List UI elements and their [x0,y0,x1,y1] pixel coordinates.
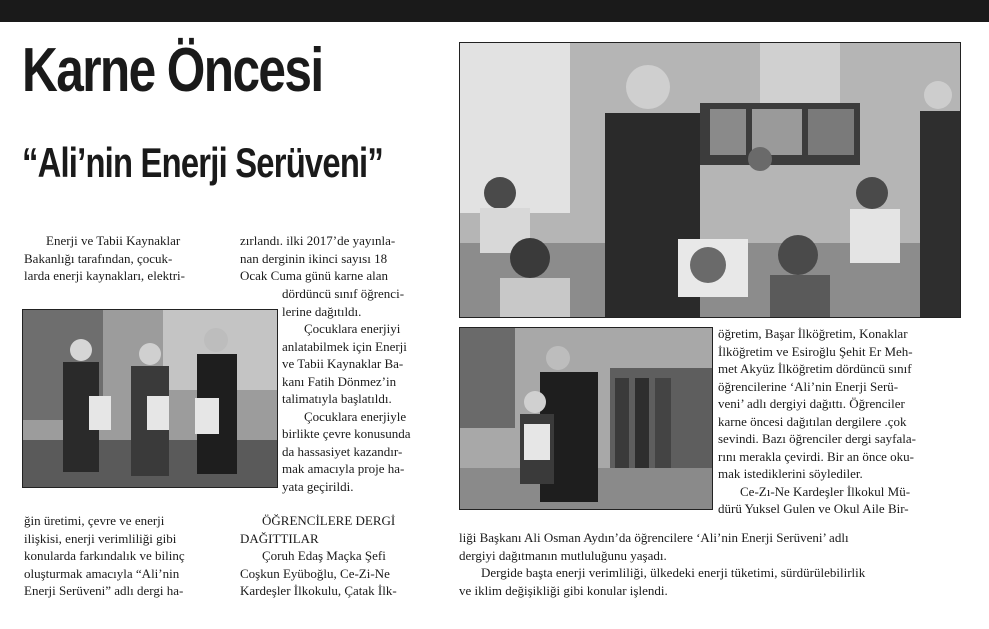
text-line: nan derginin ikinci sayısı 18 [240,250,388,266]
text-line: da hassasiyet kazandır- [282,443,403,459]
photo-officials-with-magazines [22,309,278,488]
subheading: DAĞITTILAR [240,530,319,546]
text-line: Kardeşler İlkokulu, Çatak İlk- [240,583,397,598]
column-3 [718,325,950,518]
text-line: lerine dağıtıldı. [282,303,362,319]
column-1-bottom [24,512,220,600]
photo-classroom [459,42,961,318]
text-line: mak istediklerini söylediler. [718,466,863,481]
text-line: kanı Fatih Dönmez’in [282,373,397,389]
text-line: larda enerji kaynakları, elektri- [24,268,185,283]
text-line: ve Tabii Kaynaklar Ba- [282,356,404,371]
text-line: Dergide başta enerji verimliliği, ülkedeki enerji tüketimi, sürdürülebilirlik [481,565,866,580]
subheadline: “Ali’nin Enerji Serüveni” [22,139,383,186]
text-line: ilişkisi, enerji verimliliği gibi [24,530,177,546]
column-1-top [24,232,220,285]
text-line: mak amacıyla proje ha- [282,461,405,476]
headline: Karne Öncesi [22,36,323,105]
text-line: talimatıyla başlatıldı. [282,391,392,406]
top-bar [0,0,989,22]
text-line: veni’ adlı dergiyi dağıttı. Öğrenciler [718,396,905,411]
text-line: birlikte çevre konusunda [282,426,411,441]
column-2-bottom [240,512,438,600]
subheading: ÖĞRENCİLERE DERGİ [262,513,396,528]
text-line: karne öncesi dağıtılan dergilere .çok [718,413,907,429]
text-line: Çoruh Edaş Maçka Şefi [262,548,386,563]
text-line: Enerji ve Tabii Kaynaklar [46,233,181,248]
text-line: anlatabilmek için Enerji [282,338,407,354]
column-2-top [240,232,438,285]
text-line: yata geçirildi. [282,478,354,494]
text-line: öğrencilerine ‘Ali’nin Enerji Serü- [718,378,899,394]
text-line: Coşkun Eyüboğlu, Ce-Zi-Ne [240,565,390,581]
text-line: Ocak Cuma günü karne alan [240,268,389,283]
text-line: dördüncü sınıf öğrenci- [282,286,405,301]
text-line: zırlandı. ilki 2017’de yayınla- [240,233,396,248]
text-line: Çocuklara enerjiyle [304,408,407,424]
text-line: Bakanlığı tarafından, çocuk- [24,250,173,266]
text-line: konularda farkındalık ve bilinç [24,548,185,563]
text-line: met Akyüz İlköğretim dördüncü sınıf [718,361,912,376]
text-line: ğin üretimi, çevre ve enerji [24,513,165,528]
text-line: dürü Yuksel Gulen ve Okul Aile Bir- [718,501,909,516]
text-line: Ce-Zı-Ne Kardeşler İlkokul Mü- [740,483,911,499]
text-line: öğretim, Başar İlköğretim, Konaklar [718,326,908,341]
text-line: rını merakla çevirdi. Bir an önce oku- [718,448,915,464]
photo-student-with-teacher [459,327,713,510]
text-line: ve iklim değişikliği gibi konular işlendi. [459,582,668,598]
text-line: sevindi. Bazı öğrenciler dergi sayfala- [718,431,916,446]
text-line: oluşturmak amacıyla “Ali’nin [24,565,180,581]
text-line: liği Başkanı Ali Osman Aydın’da öğrencilere ‘Ali’nin Enerji Serüveni’ adlı [459,530,849,545]
text-line: dergiyi dağıtmanın mutluluğunu yaşadı. [459,547,667,563]
text-line: Çocuklara enerjiyi [304,321,401,336]
text-line: Enerji Serüveni” adlı dergi ha- [24,583,184,598]
column-2-wrap [282,285,438,495]
text-line: İlköğretim ve Esiroğlu Şehit Er Meh- [718,343,913,359]
wide-text [459,529,949,599]
